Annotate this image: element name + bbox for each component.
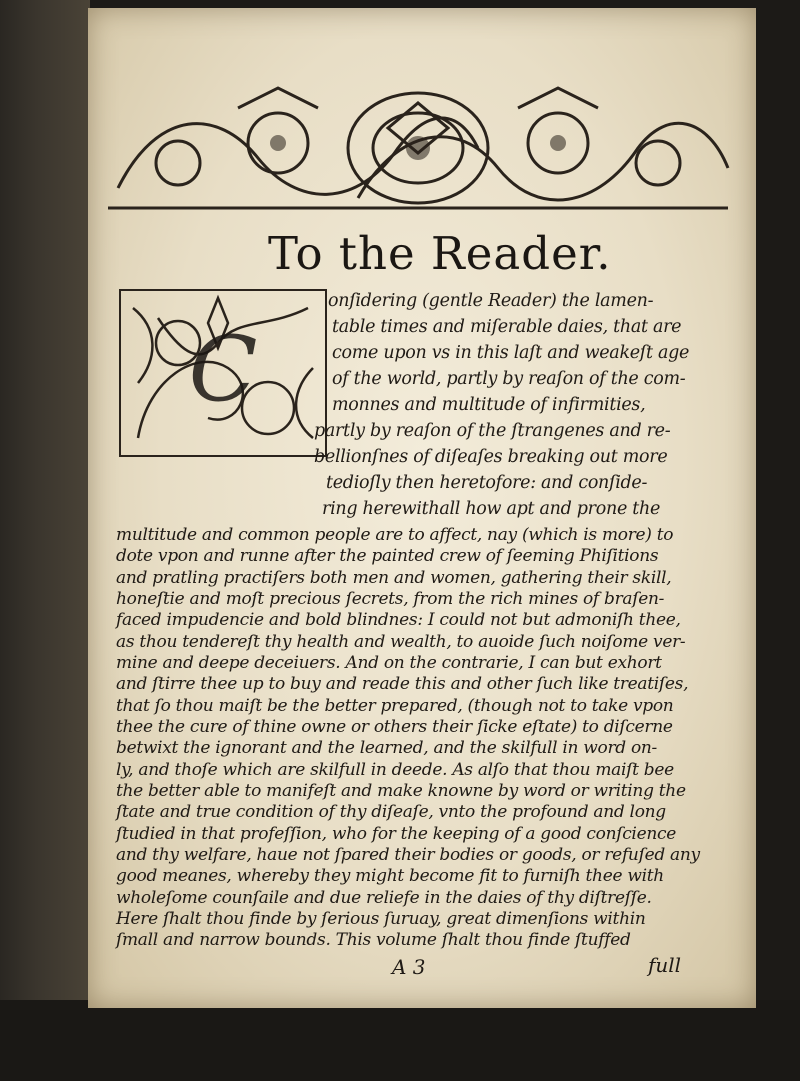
text-line: faced impudencie and bold blindnes: I could not but admoniſh thee, <box>116 610 681 631</box>
text-line: onſidering (gentle Reader) the lamen- <box>328 291 654 311</box>
text-line: bellionſnes of diſeaſes breaking out more <box>314 447 668 467</box>
text-line: honeſtie and moſt precious ſecrets, from the rich mines of braſen- <box>116 589 665 609</box>
headpiece-ornament <box>98 68 738 218</box>
book-page <box>88 8 756 1008</box>
text-line: and pratling practiſers both men and women, gathering their skill, <box>116 567 672 588</box>
text-line: multitude and common people are to affect, nay (which is more) to <box>116 525 674 545</box>
text-line: ſtudied in that profeſſion, who for the keeping of a good conſcience <box>116 823 676 844</box>
text-line: good meanes, whereby they might become fit to furniſh thee with <box>116 866 664 887</box>
text-line: that ſo thou maiſt be the better prepared, (though not to take vpon <box>116 695 674 716</box>
page-title: To the Reader. <box>268 227 612 280</box>
text-line: thee the cure of thine owne or others their ſicke eſtate) to diſcerne <box>116 717 673 737</box>
text-line: monnes and multitude of infirmities, <box>332 395 646 415</box>
text-line: the better able to manifeſt and make knowne by word or writing the <box>116 781 686 801</box>
signature-mark: A 3 <box>392 954 426 979</box>
text-line: tedioſly then heretofore: and conſide- <box>326 473 648 493</box>
text-line: wholeſome counſaile and due reliefe in the daies of thy diſtreſſe. <box>116 887 652 908</box>
text-line: partly by reaſon of the ſtrangenes and re- <box>314 421 671 441</box>
text-line: and thy welfare, haue not ſpared their bodies or goods, or refuſed any <box>116 845 700 865</box>
text-line: Here ſhalt thou finde by ſerious ſuruay, great dimenſions within <box>116 909 646 929</box>
adjacent-page-edge <box>0 0 90 1081</box>
text-line: ring herewithall how apt and prone the <box>322 499 661 519</box>
text-line: ſmall and narrow bounds. This volume ſhalt thou finde ſtuffed <box>116 930 631 951</box>
text-line: betwixt the ignorant and the learned, and the skilfull in word on- <box>116 738 658 759</box>
scan-background <box>0 1000 800 1081</box>
text-line: ſtate and true condition of thy diſeaſe, vnto the profound and long <box>116 802 666 823</box>
text-line: mine and deepe deceiuers. And on the contrarie, I can but exhort <box>116 653 662 673</box>
catchword: full <box>648 952 682 977</box>
text-line: come upon vs in this laſt and weakeſt age <box>332 343 690 363</box>
text-line: table times and miſerable daies, that are <box>332 317 682 337</box>
svg-text:C: C <box>188 317 258 422</box>
text-line: of the world, partly by reaſon of the com- <box>332 369 686 389</box>
initial-ornament <box>118 288 328 458</box>
text-line: and ſtirre thee up to buy and reade this and other ſuch like treatiſes, <box>116 674 689 695</box>
text-line: as thou tendereſt thy health and wealth, to auoide ſuch noiſome ver- <box>116 631 686 652</box>
text-line: ly, and thoſe which are skilfull in deede. As alſo that thou maiſt bee <box>116 759 674 780</box>
text-line: dote vpon and runne after the painted crew of ſeeming Phiſitions <box>116 546 659 567</box>
